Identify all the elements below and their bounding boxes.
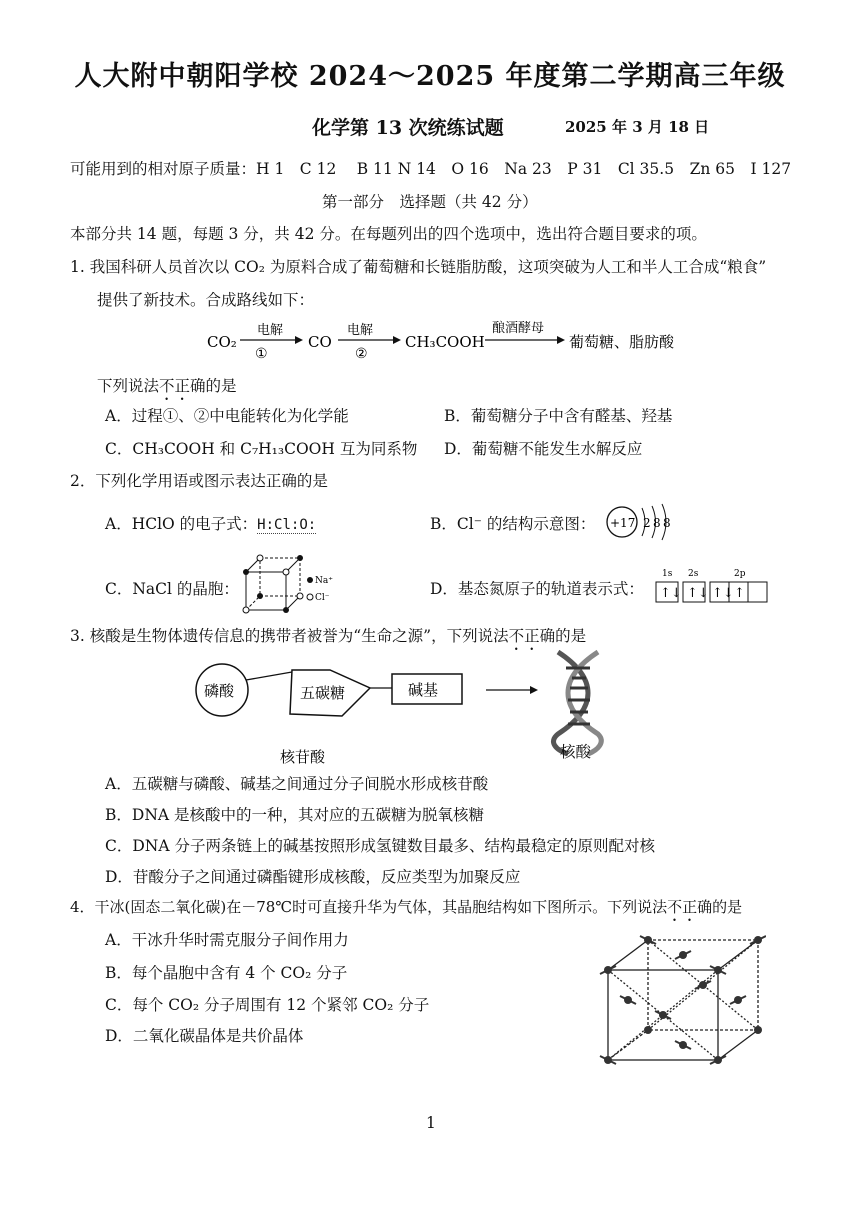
q2-stem: 2．下列化学用语或图示表达正确的是 xyxy=(70,472,328,490)
route-step2-condition: 电解 xyxy=(347,323,374,338)
q4-stem-prefix: 4．干冰(固态二氧化碳)在－78℃时可直接升华为气体，其晶胞结构如下图所示。下列说法 xyxy=(70,898,668,916)
nacl-legend-na: Na⁺ xyxy=(315,576,333,586)
q4-stem-suffix: 确的是 xyxy=(697,898,743,916)
q3-option-b[interactable]: B．DNA 是核酸中的一种，其对应的五碳糖为脱氧核糖 xyxy=(105,806,485,824)
q1-stem-line1: 1. 我国科研人员首次以 CO₂ 为原料合成了葡萄糖和长链脂肪酸，这项突破为人工和半人工合成“粮食” xyxy=(70,258,767,276)
route-step1-condition: 电解 xyxy=(257,323,284,338)
q1-synthesis-route xyxy=(195,312,715,368)
section-title: 第一部分 选择题（共 42 分） xyxy=(322,193,538,211)
orbital-1s-label: 1s xyxy=(662,569,673,579)
q3-option-a[interactable]: A．五碳糖与磷酸、碱基之间通过分子间脱水形成核苷酸 xyxy=(105,775,489,793)
q4-stem-emphasis: 不正 xyxy=(667,898,698,916)
orbital-2p-label: 2p xyxy=(734,569,746,579)
svg-text:↑: ↑ xyxy=(734,586,745,601)
svg-text:↑↓: ↑↓ xyxy=(660,586,682,601)
cl-nucleus-charge: +17 xyxy=(610,516,636,530)
nitrogen-orbital-diagram xyxy=(652,566,772,606)
q1-ask-suffix: 确的是 xyxy=(190,377,237,395)
q2-option-b[interactable] xyxy=(430,512,595,534)
exam-title: 人大附中朝阳学校 2024～2025 年度第二学期高三年级 xyxy=(74,61,786,92)
q3-stem-prefix: 3. 核酸是生物体遗传信息的携带者被誉为“生命之源”，下列说法 xyxy=(70,627,509,645)
q4-stem xyxy=(70,896,742,925)
dry-ice-unit-cell-diagram xyxy=(596,930,766,1070)
q2-a-label: A．HClO 的电子式： xyxy=(105,515,258,533)
route-co: CO xyxy=(308,333,332,351)
route-step2-label: ② xyxy=(355,346,368,362)
route-acetic-acid: CH₃COOH xyxy=(405,333,485,351)
q1-ask-prefix: 下列说法 xyxy=(97,377,160,395)
q1-stem-line2: 提供了新技术。合成路线如下： xyxy=(97,291,315,309)
q1-ask-emphasis: 不正 xyxy=(159,377,191,395)
exam-subtitle: 化学第 13 次统练试题 xyxy=(312,117,504,139)
q4-option-d[interactable]: D．二氧化碳晶体是共价晶体 xyxy=(105,1027,304,1045)
exam-date: 2025 年 3 月 18 日 xyxy=(565,118,710,136)
route-product: 葡萄糖、脂肪酸 xyxy=(569,333,675,351)
cl-shell-2: 8 xyxy=(653,516,661,530)
cl-ion-structure-diagram xyxy=(604,500,684,544)
nacl-unit-cell-diagram xyxy=(238,552,338,614)
q2-option-c[interactable] xyxy=(105,577,239,599)
q2-c-label: C．NaCl 的晶胞： xyxy=(105,580,239,598)
page-number: 1 xyxy=(426,1114,436,1132)
svg-text:↑↓: ↑↓ xyxy=(712,586,734,601)
q1-option-c[interactable]: C．CH₃COOH 和 C₇H₁₃COOH 互为同系物 xyxy=(105,440,418,458)
q1-option-a[interactable]: A．过程①、②中电能转化为化学能 xyxy=(105,407,349,425)
q1-question xyxy=(97,374,237,404)
q4-option-b[interactable]: B．每个晶胞中含有 4 个 CO₂ 分子 xyxy=(105,964,348,982)
q3-option-c[interactable]: C．DNA 分子两条链上的碱基按照形成氢键数目最多、结构最稳定的原则配对核 xyxy=(105,837,655,855)
q4-option-c[interactable]: C．每个 CO₂ 分子周围有 12 个紧邻 CO₂ 分子 xyxy=(105,996,430,1014)
cl-shell-3: 8 xyxy=(663,516,671,530)
q2-d-label: D．基态氮原子的轨道表示式： xyxy=(430,580,644,598)
route-step3-condition: 酿酒酵母 xyxy=(492,321,545,336)
q4-option-a[interactable]: A．干冰升华时需克服分子间作用力 xyxy=(105,931,349,949)
q2-a-electron-formula: H:Cl:O: xyxy=(257,517,317,533)
phosphate-label: 磷酸 xyxy=(204,682,235,700)
q3-stem-suffix: 确的是 xyxy=(539,627,587,645)
svg-text:↑↓: ↑↓ xyxy=(687,586,709,601)
nacl-legend-cl: Cl⁻ xyxy=(315,593,330,603)
base-label: 碱基 xyxy=(408,681,439,699)
cl-shell-1: 2 xyxy=(643,516,651,530)
q3-stem-emphasis: 不正 xyxy=(508,627,540,645)
q3-option-d[interactable]: D．苷酸分子之间通过磷酯键形成核酸，反应类型为加聚反应 xyxy=(105,868,521,886)
pentose-label: 五碳糖 xyxy=(300,684,346,702)
atomic-mass-line: 可能用到的相对原子质量：H 1 C 12 B 11 N 14 O 16 Na 23 P 31 Cl 35.5 Zn 65 I 127 xyxy=(70,160,792,178)
route-step1-label: ① xyxy=(255,346,268,362)
route-co2: CO₂ xyxy=(207,333,237,351)
nucleotide-label: 核苷酸 xyxy=(280,748,326,766)
orbital-2s-label: 2s xyxy=(688,569,699,579)
q2-option-d[interactable] xyxy=(430,577,644,599)
q1-option-d[interactable]: D．葡萄糖不能发生水解反应 xyxy=(444,440,643,458)
q1-option-b[interactable]: B．葡萄糖分子中含有醛基、羟基 xyxy=(444,407,673,425)
instructions: 本部分共 14 题，每题 3 分，共 42 分。在每题列出的四个选项中，选出符合题目要求的项。 xyxy=(70,225,707,243)
q2-b-label: B．Cl⁻ 的结构示意图： xyxy=(430,515,596,533)
nucleic-acid-label: 核酸 xyxy=(560,743,592,761)
q2-option-a[interactable] xyxy=(105,512,316,534)
